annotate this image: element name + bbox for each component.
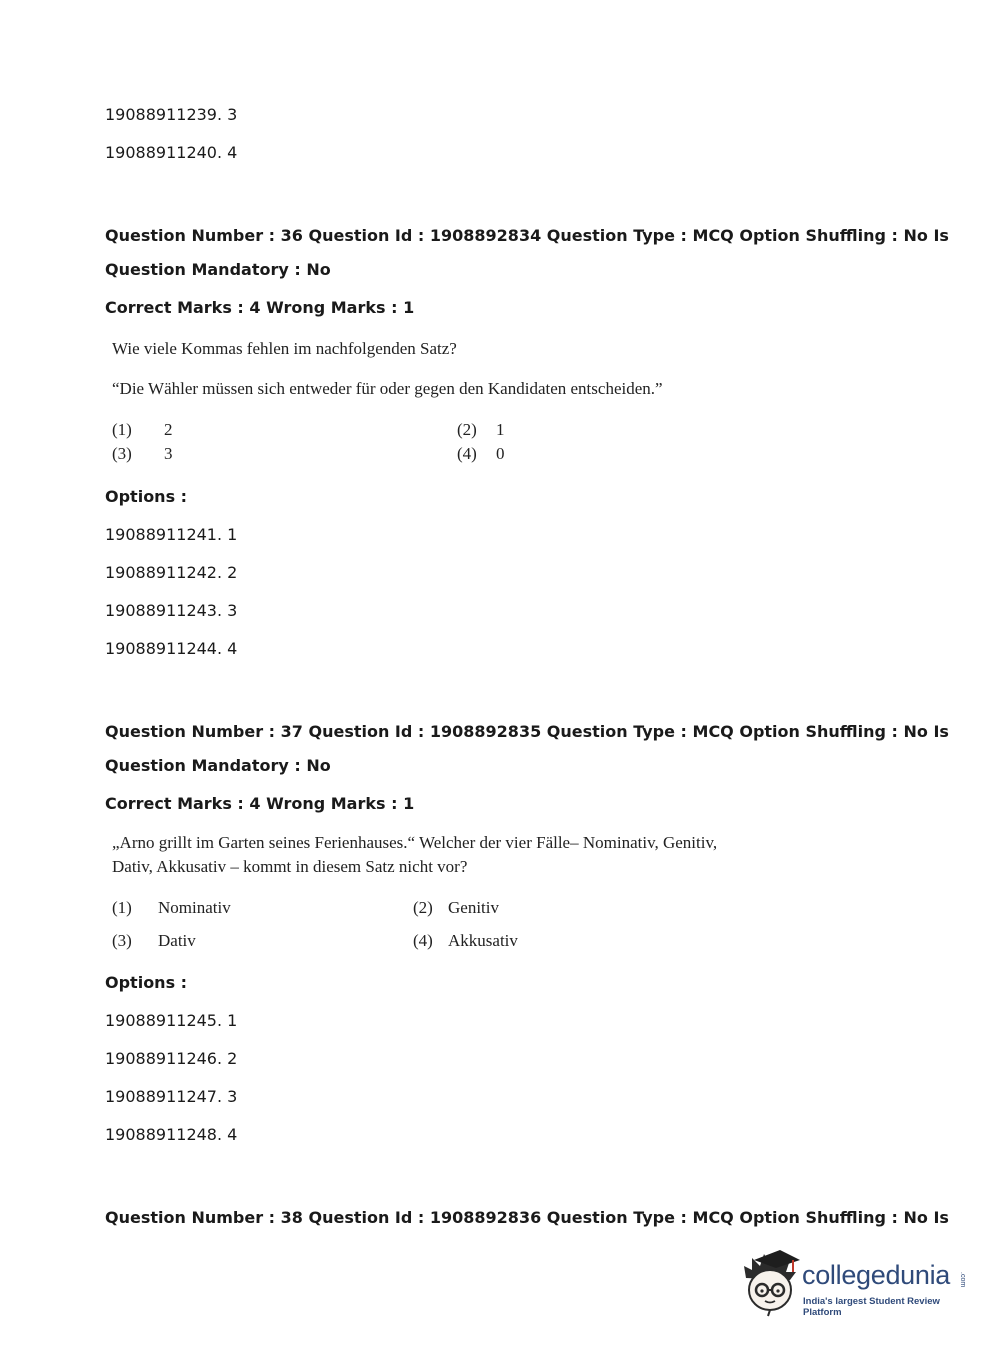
option-line: 19088911246. 2 (105, 1049, 238, 1068)
q36-header-line1: Question Number : 36 Question Id : 1908892834 Question Type : MCQ Option Shuffling : No Is (105, 226, 949, 245)
q37-header-line1: Question Number : 37 Question Id : 1908892835 Question Type : MCQ Option Shuffling : No Is (105, 722, 949, 741)
q36-choice-num-3: (3) (112, 444, 132, 463)
q36-question-line2: “Die Wähler müssen sich entweder für oder gegen den Kandidaten entscheiden.” (112, 379, 663, 398)
q37-options-label: Options : (105, 973, 188, 992)
option-line: 19088911248. 4 (105, 1125, 238, 1144)
option-line: 19088911239. 3 (105, 105, 238, 124)
option-line: 19088911244. 4 (105, 639, 238, 658)
option-line: 19088911242. 2 (105, 563, 238, 582)
option-line: 19088911241. 1 (105, 525, 238, 544)
q37-question-line2: Dativ, Akkusativ – kommt in diesem Satz nicht vor? (112, 857, 468, 876)
q37-choice-num-4: (4) (413, 931, 433, 950)
q37-choice-text-1: Nominativ (158, 898, 231, 917)
logo-name: collegedunia (802, 1260, 951, 1290)
q37-choice-num-2: (2) (413, 898, 433, 917)
q38-header-line1: Question Number : 38 Question Id : 1908892836 Question Type : MCQ Option Shuffling : No Is (105, 1208, 949, 1227)
q37-header-line2: Question Mandatory : No (105, 756, 331, 775)
logo-tagline: India's largest Student Review Platform (803, 1296, 940, 1318)
q37-question-line1: „Arno grillt im Garten seines Ferienhauses.“ Welcher der vier Fälle– Nominativ, Genitiv, (112, 833, 718, 852)
q37-choice-num-3: (3) (112, 931, 132, 950)
q36-choice-text-4: 0 (496, 444, 505, 463)
q37-choice-text-2: Genitiv (448, 898, 499, 917)
mascot-icon (740, 1248, 802, 1318)
q37-choice-text-4: Akkusativ (448, 931, 518, 950)
q36-choice-text-1: 2 (164, 420, 173, 439)
q36-choice-num-4: (4) (457, 444, 477, 463)
option-line: 19088911245. 1 (105, 1011, 238, 1030)
q36-choice-num-2: (2) (457, 420, 477, 439)
option-line: 19088911243. 3 (105, 601, 238, 620)
q36-choice-text-3: 3 (164, 444, 173, 463)
option-line: 19088911247. 3 (105, 1087, 238, 1106)
q36-header-line2: Question Mandatory : No (105, 260, 331, 279)
q36-choice-num-1: (1) (112, 420, 132, 439)
q37-choice-num-1: (1) (112, 898, 132, 917)
q36-choice-text-2: 1 (496, 420, 505, 439)
q37-choice-text-3: Dativ (158, 931, 196, 950)
q37-marks: Correct Marks : 4 Wrong Marks : 1 (105, 794, 415, 813)
q36-question-line1: Wie viele Kommas fehlen im nachfolgenden Satz? (112, 339, 457, 358)
q36-marks: Correct Marks : 4 Wrong Marks : 1 (105, 298, 415, 317)
logo-suffix: .com (959, 1272, 966, 1288)
collegedunia-logo (740, 1248, 975, 1318)
q36-options-label: Options : (105, 487, 188, 506)
option-line: 19088911240. 4 (105, 143, 238, 162)
